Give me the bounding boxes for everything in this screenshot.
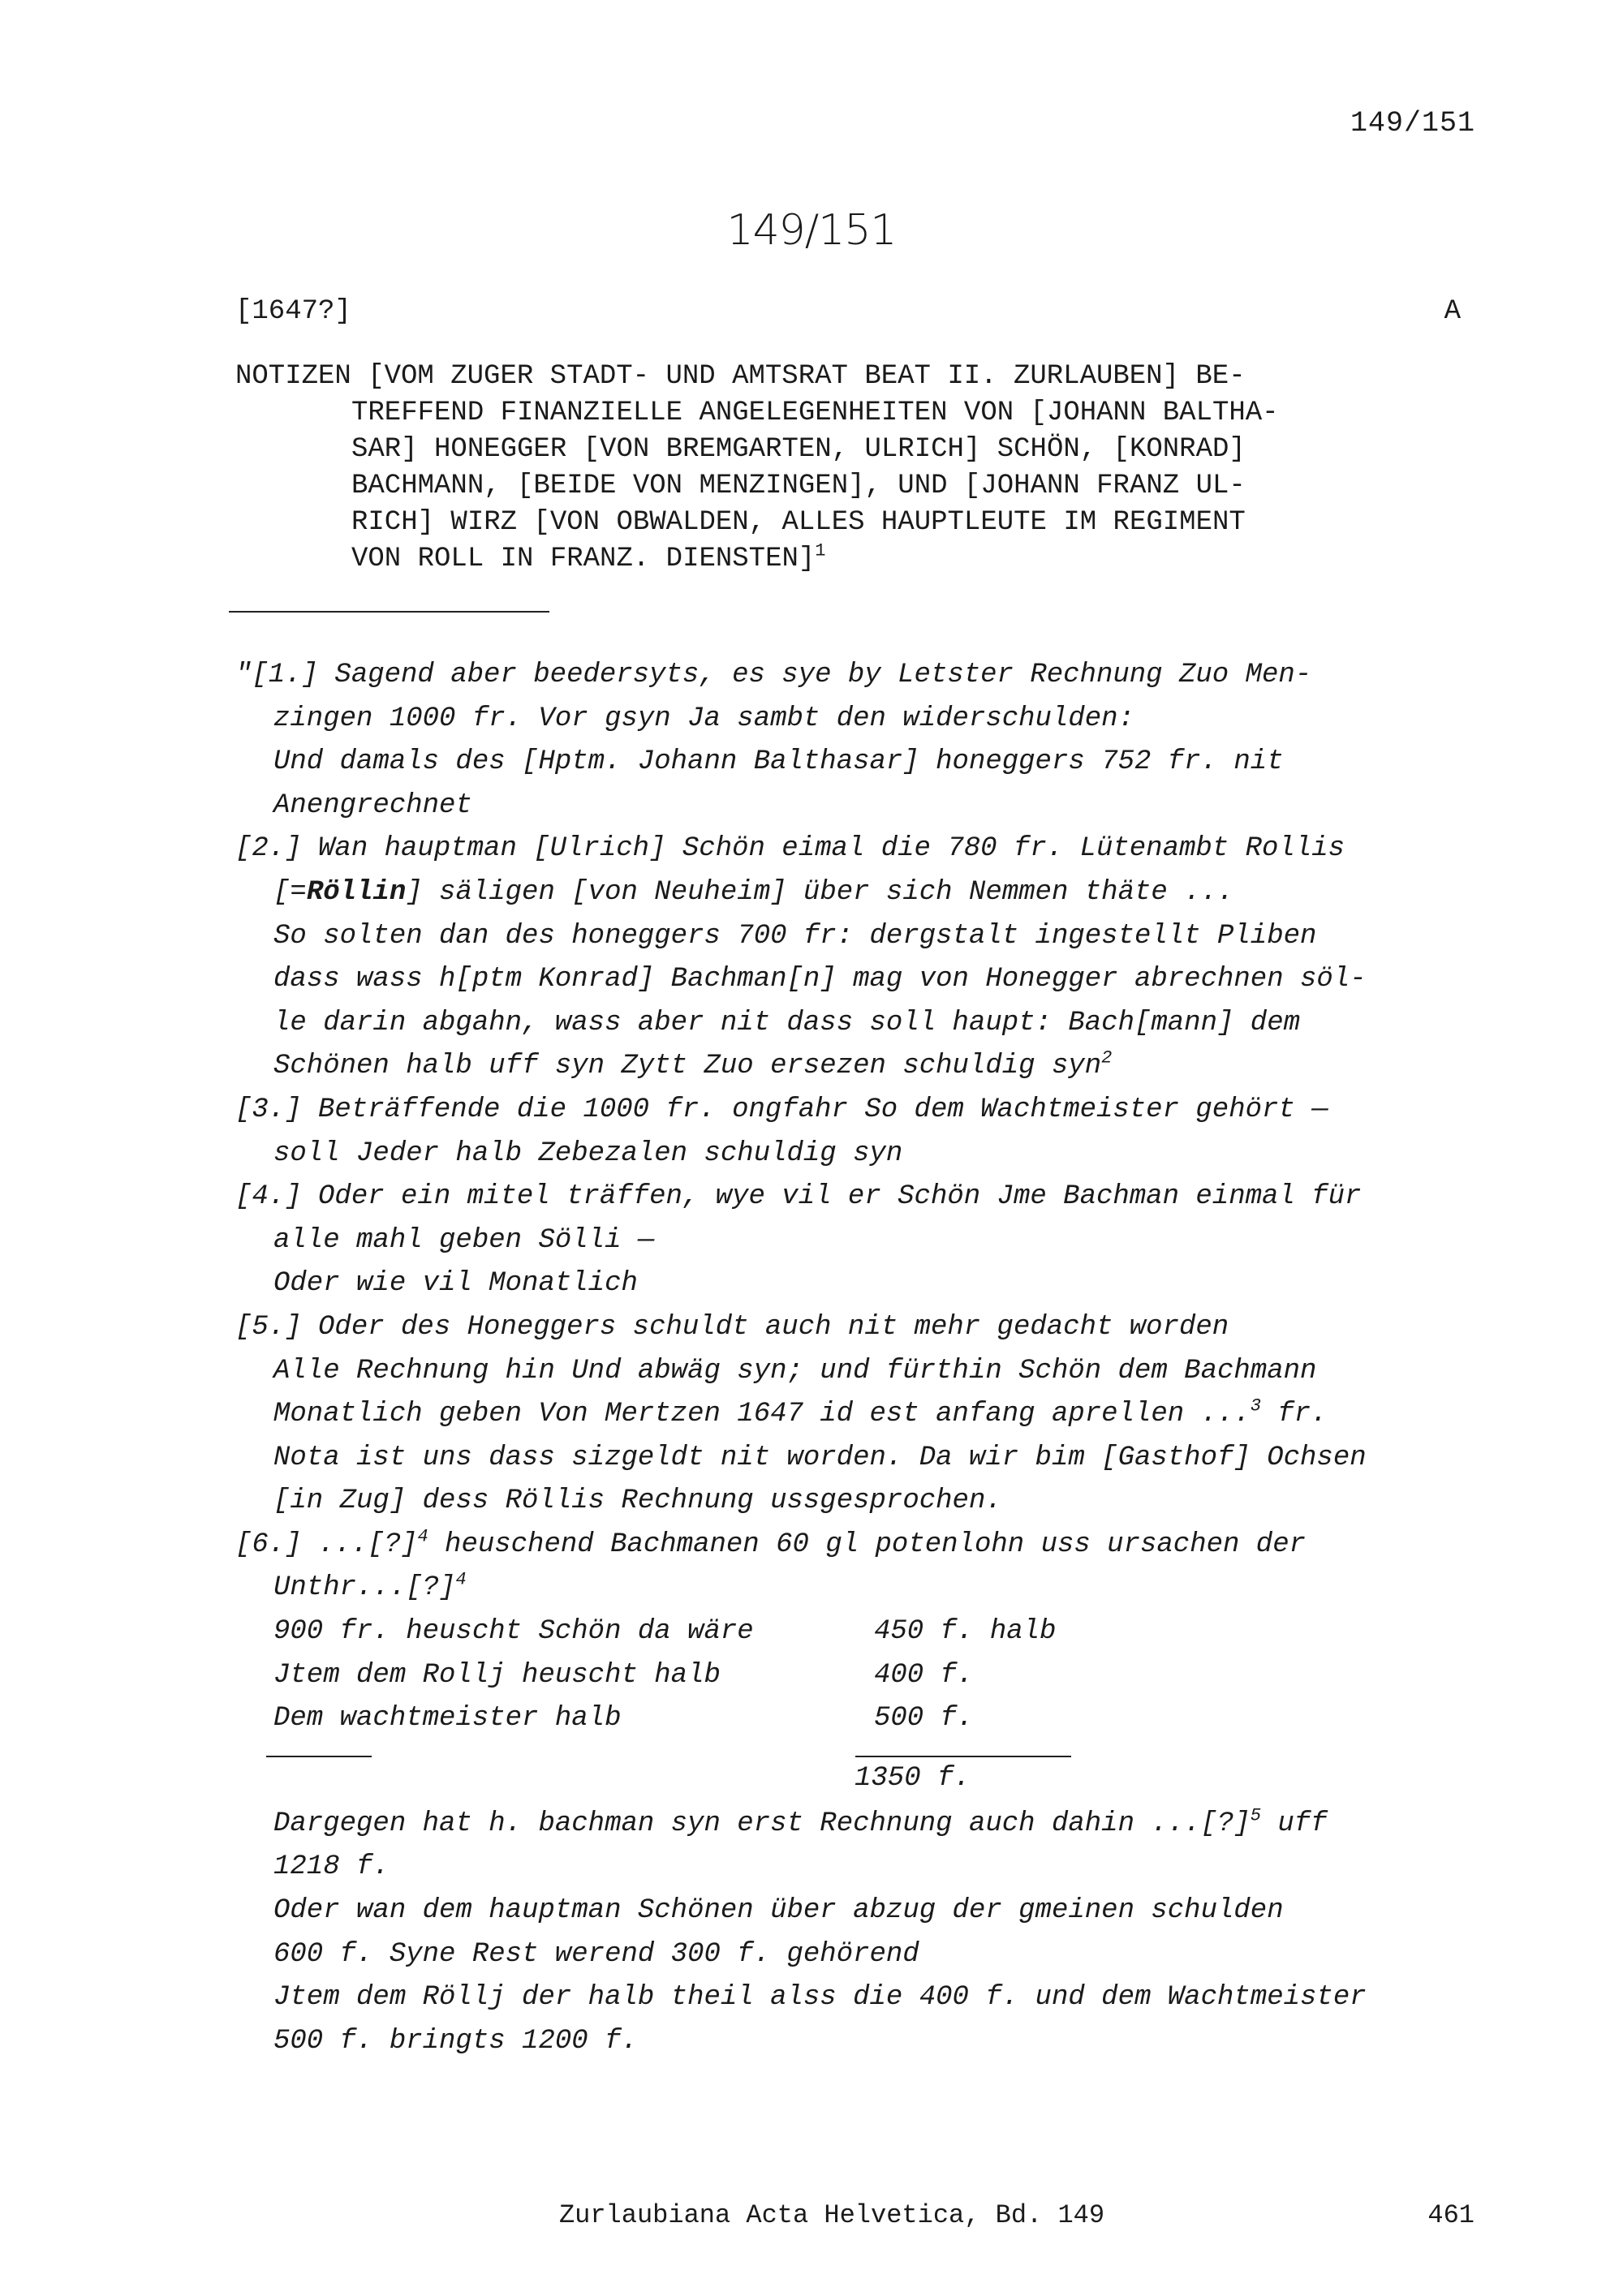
body-line: alle mahl geben Sölli — [273,1224,655,1256]
account-table-row [235,1654,1501,1698]
account-label: 900 fr. heuscht Schön da wäre [273,1616,754,1648]
body-text-span: [= [273,876,307,908]
running-header-number: 149/151 [1350,107,1475,140]
document-title [235,359,1453,578]
body-line: 600 f. Syne Rest werend 300 f. gehörend [273,1938,919,1970]
document-date: [1647?] [235,296,351,327]
account-table-row [235,1610,1501,1654]
title-line: NOTIZEN [VOM ZUGER STADT- UND AMTSRAT BEAT II. ZURLAUBEN] BE- [235,361,1246,392]
body-line: dass wass h[ptm Konrad] Bachman[n] mag von Honegger abrechnen söl- [273,964,1367,995]
body-line: Alle Rechnung hin Und abwäg syn; und fürthin Schön dem Bachmann [273,1355,1317,1387]
body-line: Nota ist uns dass sizgeldt nit worden. Da wir bim [Gasthof] Ochsen [273,1442,1367,1473]
body-line: [3.] Beträffende die 1000 fr. ongfahr So dem Wachtmeister gehört — [235,1094,1328,1125]
body-line: Und damals des [Hptm. Johann Balthasar] honeggers 752 fr. nit [273,746,1284,778]
body-line [235,1803,1501,1847]
title-line-text: VON ROLL IN FRANZ. DIENSTEN] [351,544,816,574]
footnote-ref: 3 [1250,1395,1261,1417]
document-number: 149/151 [726,206,897,255]
title-separator-rule [229,611,549,613]
body-line: So solten dan des honeggers 700 fr: dergstalt ingestellt Pliben [273,920,1317,952]
account-value: 450 f. halb [874,1616,1057,1648]
body-line [235,871,1501,915]
body-text-span: Dargegen hat h. bachman syn erst Rechnung auch dahin ...[?] [273,1808,1251,1839]
body-line [235,1393,1501,1437]
account-total: 1350 f. [855,1762,971,1794]
title-line: BACHMANN, [BEIDE VON MENZINGEN], UND [JOHANN FRANZ UL- [351,471,1246,501]
title-line-last [235,541,1453,578]
body-line: Jtem dem Röllj der halb theil alss die 400 f. und dem Wachtmeister [273,1982,1367,2014]
footnote-ref: 4 [417,1526,428,1547]
table-rule-right [855,1756,1071,1757]
document-grade: A [1444,296,1461,327]
title-line: TREFFEND FINANZIELLE ANGELEGENHEITEN VON [JOHANN BALTHA- [351,398,1279,428]
body-line [235,1567,1501,1610]
body-line: 1218 f. [273,1851,390,1883]
footer-page-number: 461 [1427,2200,1474,2230]
table-rule-left [266,1756,372,1757]
account-label: Dem wachtmeister halb [273,1703,622,1735]
body-line: 500 f. bringts 1200 f. [273,2025,638,2057]
body-text-span: Monatlich geben Von Mertzen 1647 id est anfang aprellen ... [273,1399,1251,1430]
transcription-body [235,654,1501,2063]
body-line: [4.] Oder ein mitel träffen, wye vil er Schön Jme Bachman einmal für [235,1181,1362,1213]
body-text-span: ] säligen [von Neuheim] über sich Nemmen thäte ... [406,876,1234,908]
body-line: Anengrechnet [273,789,472,821]
account-value: 400 f. [874,1659,974,1691]
body-line [235,1045,1501,1089]
footnote-ref: 2 [1101,1048,1113,1069]
title-line: RICH] WIRZ [VON OBWALDEN, ALLES HAUPTLEUTE IM REGIMENT [351,507,1246,538]
footnote-ref: 4 [455,1570,467,1591]
body-line: zingen 1000 fr. Vor gsyn Ja sambt den widerschulden: [273,703,1134,734]
account-table-row [235,1697,1501,1741]
body-line: [5.] Oder des Honeggers schuldt auch nit mehr gedacht worden [235,1311,1229,1343]
body-line: soll Jeder halb Zebezalen schuldig syn [273,1137,903,1169]
body-line [235,1524,1501,1567]
body-text-span: fr. [1261,1399,1328,1430]
body-text-span: [6.] ...[?] [235,1529,418,1560]
account-value: 500 f. [874,1703,974,1735]
body-text-span: uff [1261,1808,1328,1839]
body-line: [in Zug] dess Röllis Rechnung ussgesprochen. [273,1486,1002,1517]
footnote-ref: 5 [1250,1805,1261,1826]
body-line: [2.] Wan hauptman [Ulrich] Schön eimal die 780 fr. Lütenambt Rollis [235,833,1345,865]
body-bold-name: Röllin [306,876,407,908]
body-text-span: heuschend Bachmanen 60 gl potenlohn uss ursachen der [428,1529,1307,1560]
footer-series-title: Zurlaubiana Acta Helvetica, Bd. 149 [558,2200,1105,2230]
body-line: le darin abgahn, wass aber nit dass soll haupt: Bach[mann] dem [273,1007,1301,1038]
body-line: Oder wie vil Monatlich [273,1268,638,1300]
title-line: SAR] HONEGGER [VON BREMGARTEN, ULRICH] SCHÖN, [KONRAD] [351,434,1246,465]
body-text-span: Unthr...[?] [273,1572,456,1604]
account-label: Jtem dem Rollj heuscht halb [273,1659,721,1691]
body-text-span: Schönen halb uff syn Zytt Zuo ersezen schuldig syn [273,1051,1102,1082]
body-line: Oder wan dem hauptman Schönen über abzug der gmeinen schulden [273,1895,1284,1927]
body-line: "[1.] Sagend aber beedersyts, es sye by Letster Rechnung Zuo Men- [235,660,1312,690]
footnote-ref: 1 [815,540,826,561]
account-total-row [235,1741,1501,1803]
